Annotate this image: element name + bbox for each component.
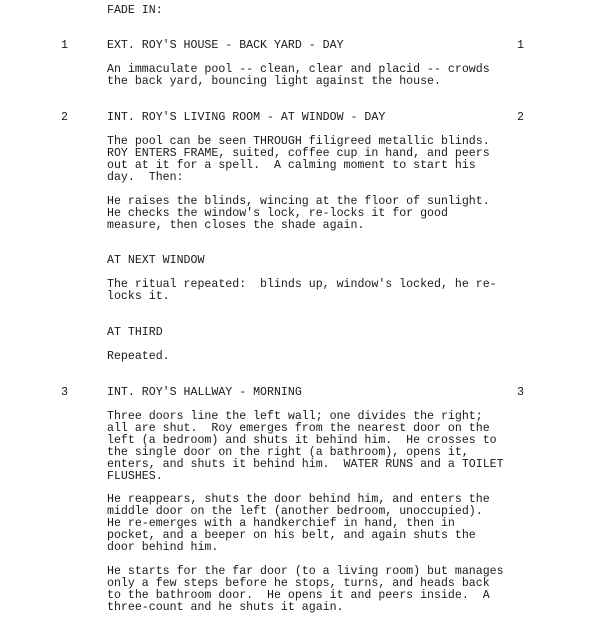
action-line: He starts for the far door (to a living room) but manages — [107, 565, 504, 578]
action-line: FLUSHES. — [107, 470, 163, 483]
scene-heading: INT. ROY'S HALLWAY - MORNING — [107, 386, 302, 399]
transition: FADE IN: — [107, 4, 163, 17]
action-paragraph — [107, 196, 527, 232]
action-line: measure, then closes the shade again. — [107, 219, 365, 232]
scene-number-left: 2 — [61, 111, 68, 124]
action-line: He reappears, shuts the door behind him, and enters the — [107, 493, 490, 506]
action-line: day. Then: — [107, 171, 184, 184]
action-line: pocket, and a beeper on his belt, and again shuts the — [107, 529, 476, 542]
action-line: locks it. — [107, 290, 170, 303]
action-line: left (a bedroom) and shuts it behind him. He crosses to — [107, 434, 497, 447]
scene-number-right: 3 — [517, 386, 524, 399]
action-line: middle door on the left (another bedroom, unoccupied). — [107, 505, 483, 518]
action-line: three-count and he shuts it again. — [107, 601, 344, 614]
action-line: only a few steps before he stops, turns, and heads back — [107, 577, 490, 590]
action-line: Three doors line the left wall; one divides the right; — [107, 410, 483, 423]
scene-number-left: 3 — [61, 386, 68, 399]
action-line: He re-emerges with a handkerchief in hand, then in — [107, 517, 455, 530]
action-paragraph — [107, 411, 527, 483]
sub-heading: AT THIRD — [107, 326, 163, 339]
action-paragraph — [107, 566, 527, 614]
action-line: He checks the window's lock, re-locks it for good — [107, 207, 448, 220]
action-line: the single door on the right (a bathroom), opens it, — [107, 446, 469, 459]
sub-heading: AT NEXT WINDOW — [107, 254, 205, 267]
scene-heading: INT. ROY'S LIVING ROOM - AT WINDOW - DAY — [107, 111, 386, 124]
action-paragraph — [107, 64, 527, 88]
action-line: enters, and shuts it behind him. WATER RUNS and a TOILET — [107, 458, 504, 471]
action-line: He raises the blinds, wincing at the floor of sunlight. — [107, 195, 490, 208]
scene-number-right: 1 — [517, 39, 524, 52]
action-line: to the bathroom door. He opens it and peers inside. A — [107, 589, 490, 602]
action-line: An immaculate pool -- clean, clear and placid -- crowds — [107, 63, 490, 76]
action-line: door behind him. — [107, 541, 219, 554]
scene-number-left: 1 — [61, 39, 68, 52]
action-paragraph — [107, 136, 527, 184]
action-paragraph — [107, 494, 527, 554]
action-paragraph — [107, 279, 527, 303]
action-line: Repeated. — [107, 350, 170, 363]
action-line: the back yard, bouncing light against the house. — [107, 75, 441, 88]
action-line: all are shut. Roy emerges from the nearest door on the — [107, 422, 490, 435]
action-line: ROY ENTERS FRAME, suited, coffee cup in hand, and peers — [107, 147, 490, 160]
scene-heading: EXT. ROY'S HOUSE - BACK YARD - DAY — [107, 39, 344, 52]
scene-number-right: 2 — [517, 111, 524, 124]
action-line: The pool can be seen THROUGH filigreed metallic blinds. — [107, 135, 490, 148]
action-paragraph — [107, 351, 527, 363]
action-line: The ritual repeated: blinds up, window's locked, he re- — [107, 278, 497, 291]
action-line: out at it for a spell. A calming moment to start his — [107, 159, 476, 172]
